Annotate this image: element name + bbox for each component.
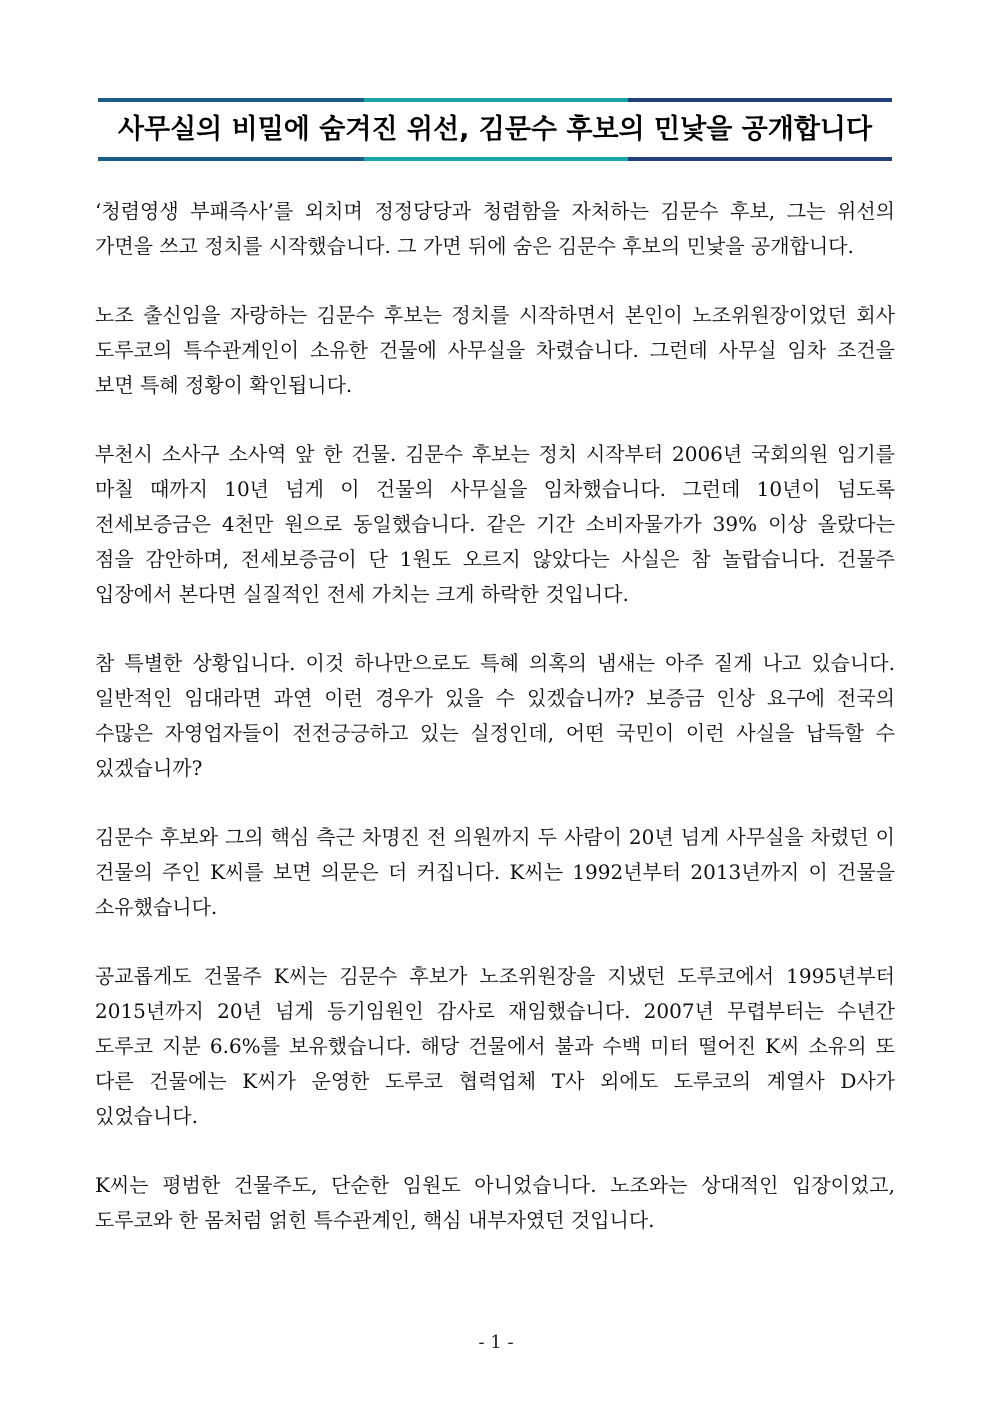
document-body (95, 194, 895, 1272)
title-bottom-rule (98, 157, 892, 161)
paragraph-7: K씨는 평범한 건물주도, 단순한 임원도 아니었습니다. 노조와는 상대적인 입장이었고, 도루코와 한 몸처럼 얽힌 특수관계인, 핵심 내부자였던 것입니다. (95, 1173, 895, 1232)
title-top-rule-segment-3 (628, 98, 892, 102)
paragraph-2: 노조 출신임을 자랑하는 김문수 후보는 정치를 시작하면서 본인이 노조위원장이었던 회사 도루코의 특수관계인이 소유한 건물에 사무실을 차렸습니다. 그런데 사무실 임차 조건을 보면 특혜 정황이 확인됩니다. (95, 303, 895, 397)
paragraph-6: 공교롭게도 건물주 K씨는 김문수 후보가 노조위원장을 지냈던 도루코에서 1995년부터 2015년까지 20년 넘게 등기임원인 감사로 재임했습니다. 2007년 무렵부터는 수년간 도루코 지분 6.6%를 보유했습니다. 해당 건물에서 불과 수백 미터 떨어진 K씨 소유의 또 다른 건물에는 K씨가 운영한 도루코 협력업체 T사 외에도 도루코의 계열사 D사가 있었습니다. (95, 964, 895, 1128)
paragraph-1: ‘청렴영생 부패즉사’를 외치며 정정당당과 청렴함을 자처하는 김문수 후보, 그는 위선의 가면을 쓰고 정치를 시작했습니다. 그 가면 뒤에 숨은 김문수 후보의 민낯을 공개합니다. (95, 199, 895, 258)
title-bottom-rule-segment-1 (98, 157, 364, 161)
page-number: - 1 - (478, 1332, 514, 1353)
document-title: 사무실의 비밀에 숨겨진 위선, 김문수 후보의 민낯을 공개합니다 (117, 114, 873, 145)
title-block (98, 98, 892, 164)
title-top-rule-segment-1 (98, 98, 364, 102)
title-top-rule (98, 98, 892, 102)
paragraph-3: 부천시 소사구 소사역 앞 한 건물. 김문수 후보는 정치 시작부터 2006년 국회의원 임기를 마칠 때까지 10년 넘게 이 건물의 사무실을 임차했습니다. 그런데 10년이 넘도록 전세보증금은 4천만 원으로 동일했습니다. 같은 기간 소비자물가가 39% 이상 올랐다는 점을 감안하며, 전세보증금이 단 1원도 오르지 않았다는 사실은 참 놀랍습니다. 건물주 입장에서 본다면 실질적인 전세 가치는 크게 하락한 것입니다. (95, 442, 895, 606)
title-bottom-rule-segment-3 (628, 157, 892, 161)
paragraph-4: 참 특별한 상황입니다. 이것 하나만으로도 특혜 의혹의 냄새는 아주 짙게 나고 있습니다. 일반적인 임대라면 과연 이런 경우가 있을 수 있겠습니까? 보증금 인상 요구에 전국의 수많은 자영업자들이 전전긍긍하고 있는 실정인데, 어떤 국민이 이런 사실을 납득할 수 있겠습니까? (95, 651, 895, 780)
paragraph-5: 김문수 후보와 그의 핵심 측근 차명진 전 의원까지 두 사람이 20년 넘게 사무실을 차렸던 이 건물의 주인 K씨를 보면 의문은 더 커집니다. K씨는 1992년부터 2013년까지 이 건물을 소유했습니다. (95, 825, 895, 919)
title-bottom-rule-segment-2 (364, 157, 628, 161)
title-top-rule-segment-2 (364, 98, 628, 102)
